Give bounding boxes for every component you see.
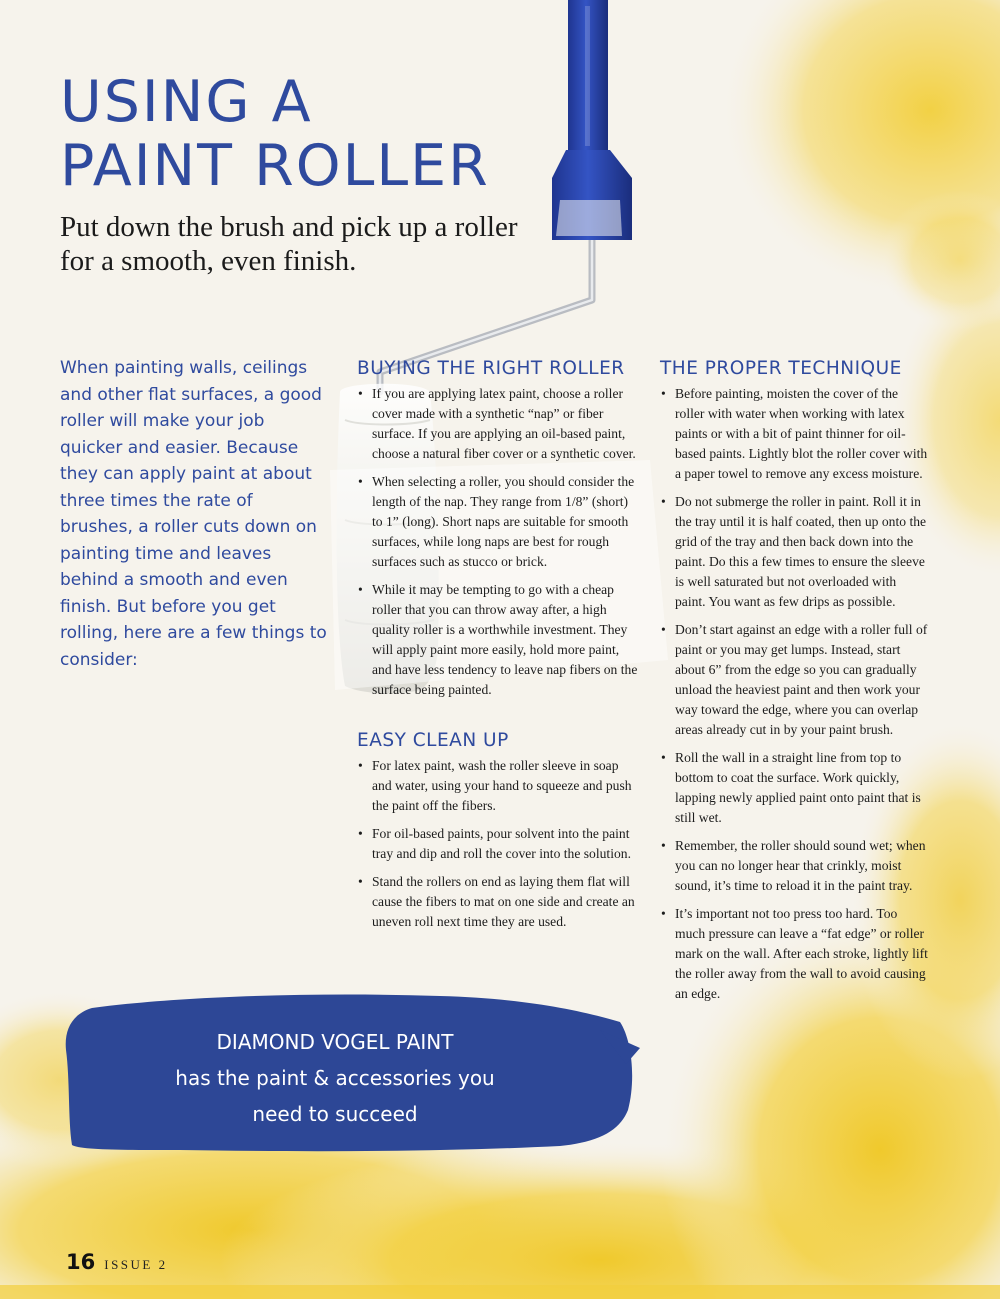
list-item: • If you are applying latex paint, choose a roller cover made with a synthetic “nap” or fiber surface. If you are applying an oil-based paint, choose a natural fiber cover or a synthetic cover. <box>357 384 639 464</box>
title-line: USING A <box>60 69 313 135</box>
callout-line: has the paint & accessories you <box>175 1066 495 1090</box>
right-column <box>660 358 930 1012</box>
bullet-list <box>357 756 639 932</box>
list-item: • For oil-based paints, pour solvent into the paint tray and dip and roll the cover into the solution. <box>357 824 639 864</box>
bullet-list <box>357 384 639 700</box>
list-item: • Stand the rollers on end as laying them flat will cause the fibers to mat on one side and create an uneven roll next time they are used. <box>357 872 639 932</box>
middle-column <box>357 358 639 940</box>
list-item: • Do not submerge the roller in paint. Roll it in the tray until it is half coated, then up onto the grid of the tray and then back down into the paint. Do this a few times to ensure the sleeve is well saturated but not overloaded with paint. You want as few drips as possible. <box>660 492 930 612</box>
title-line: PAINT ROLLER <box>60 133 490 199</box>
page-number: 16 <box>66 1250 96 1274</box>
list-item: • Remember, the roller should sound wet; when you can no longer hear that crinkly, moist sound, it’s time to reload it in the paint tray. <box>660 836 930 896</box>
section-heading: BUYING THE RIGHT ROLLER <box>357 358 625 379</box>
article-subtitle: Put down the brush and pick up a roller for a smooth, even finish. <box>60 211 518 277</box>
bullet-list <box>660 384 930 1004</box>
section-heading: EASY CLEAN UP <box>357 730 509 751</box>
promo-callout <box>150 1024 520 1132</box>
page-footer <box>66 1250 168 1274</box>
list-item: • While it may be tempting to go with a cheap roller that you can throw away after, a high quality roller is a worthwhile investment. They will apply paint more easily, hold more paint, and have less tendency to leave nap fibers on the surface being painted. <box>357 580 639 700</box>
cleanup-section <box>357 730 639 932</box>
list-item: • For latex paint, wash the roller sleeve in soap and water, using your hand to squeeze and push the paint off the fibers. <box>357 756 639 816</box>
list-item: • Before painting, moisten the cover of the roller with water when working with latex paints or with a bit of paint thinner for oil-based paints. Lightly blot the roller cover with a paper towel to remove any excess moisture. <box>660 384 930 484</box>
issue-label: ISSUE 2 <box>104 1257 168 1272</box>
section-heading: THE PROPER TECHNIQUE <box>660 358 902 379</box>
list-item: • Don’t start against an edge with a roller full of paint or you may get lumps. Instead, start about 6” from the edge so you can gradually unload the heaviest paint and then work your way toward the edge, where you can overlap areas already cut in by your paint brush. <box>660 620 930 740</box>
list-item: • When selecting a roller, you should consider the length of the nap. They range from 1/8” (short) to 1” (long). Short naps are suitable for smooth surfaces, while long naps are best for rough surfaces such as stucco or brick. <box>357 472 639 572</box>
callout-line: DIAMOND VOGEL PAINT <box>216 1030 454 1054</box>
buying-section <box>357 358 639 700</box>
intro-paragraph: When painting walls, ceilings and other flat surfaces, a good roller will make your job quicker and easier. Because they can apply paint at about three times the rate of brushes, a roller cuts down on painting time and leaves behind a smooth and even finish. But before you get rolling, here are a few things to consider: <box>60 358 327 670</box>
article-title <box>60 70 490 198</box>
list-item: • It’s important not too press too hard. Too much pressure can leave a “fat edge” or roller mark on the wall. After each stroke, lightly lift the roller away from the wall to avoid causing an edge. <box>660 904 930 1004</box>
technique-section <box>660 358 930 1004</box>
list-item: • Roll the wall in a straight line from top to bottom to coat the surface. Work quickly, lapping newly applied paint onto paint that is still wet. <box>660 748 930 828</box>
callout-line: need to succeed <box>252 1102 418 1126</box>
